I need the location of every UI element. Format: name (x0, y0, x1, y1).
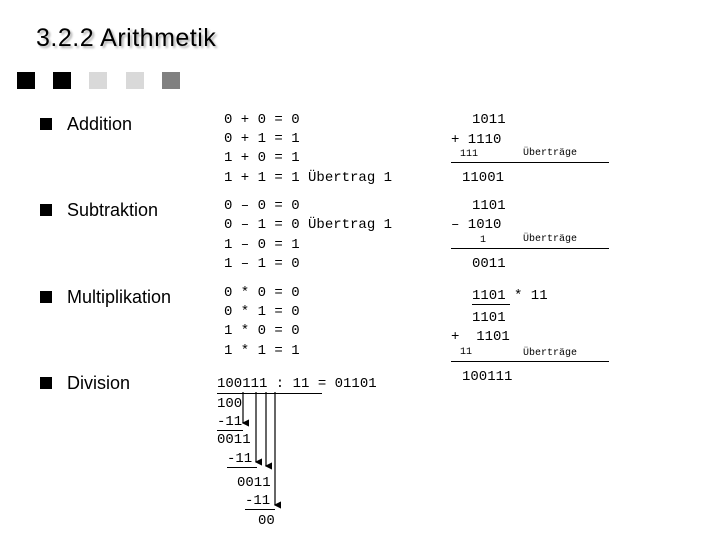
subtraction-carry-label: Überträge (523, 234, 578, 245)
label-multiplication: Multiplikation (67, 287, 172, 307)
multiplication-row: 1 * 0 = 0 (224, 323, 300, 339)
multiplication-partial-2: + 1101 (451, 329, 510, 345)
subtraction-operand-b: – 1010 (451, 217, 502, 233)
division-step: -11 (245, 493, 271, 509)
subtraction-row: 1 – 0 = 1 (224, 237, 300, 253)
label-addition: Addition (67, 114, 133, 134)
addition-operand-b: + 1110 (451, 132, 502, 148)
division-step: 0011 (217, 432, 251, 448)
multiplication-carry-label: Überträge (523, 348, 578, 359)
multiplication-factors: 1101 * 11 (472, 288, 548, 304)
subtraction-result: 0011 (472, 256, 506, 272)
addition-row: 0 + 0 = 0 (224, 112, 300, 128)
division-step: 00 (258, 513, 275, 529)
subtraction-carry: 1 (480, 235, 487, 246)
division-step: 0011 (237, 475, 271, 491)
addition-carry-label: Überträge (523, 148, 578, 159)
multiplication-carry: 11 (460, 347, 473, 358)
subtraction-row: 0 – 1 = 0 Übertrag 1 (224, 217, 393, 233)
multiplication-partial-1: 1101 (472, 310, 506, 326)
multiplication-result: 100111 (462, 369, 513, 385)
label-division: Division (67, 373, 131, 393)
subtraction-row: 0 – 0 = 0 (224, 198, 300, 214)
addition-operand-a: 1011 (472, 112, 506, 128)
division-step: 100 (217, 396, 243, 412)
addition-row: 1 + 1 = 1 Übertrag 1 (224, 170, 393, 186)
addition-result: 11001 (462, 170, 505, 186)
addition-carry: 111 (460, 149, 479, 160)
label-subtraction: Subtraktion (67, 200, 159, 220)
subtraction-row: 1 – 1 = 0 (224, 256, 300, 272)
subtraction-operand-a: 1101 (472, 198, 506, 214)
division-step: -11 (217, 414, 243, 430)
addition-row: 1 + 0 = 1 (224, 150, 300, 166)
division-step: -11 (227, 451, 253, 467)
multiplication-row: 0 * 0 = 0 (224, 285, 300, 301)
multiplication-row: 0 * 1 = 0 (224, 304, 300, 320)
addition-row: 0 + 1 = 1 (224, 131, 300, 147)
multiplication-row: 1 * 1 = 1 (224, 343, 300, 359)
division-equation: 100111 : 11 = 01101 (217, 376, 377, 392)
page-title: 3.2.2 Arithmetik (36, 24, 217, 52)
